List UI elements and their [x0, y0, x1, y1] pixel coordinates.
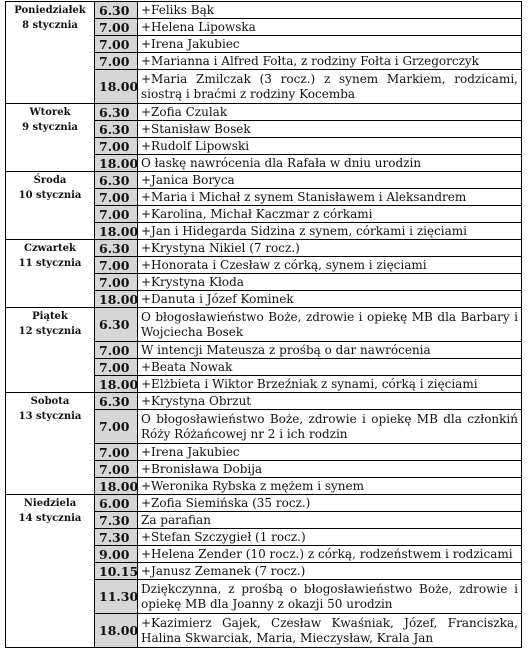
mass-time: 7.00 — [95, 189, 138, 206]
mass-intention: +Irena Jakubiec — [138, 36, 522, 53]
schedule-row — [6, 240, 522, 257]
mass-intention: W intencji Mateusza z prośbą o dar nawrócenia — [138, 342, 522, 359]
mass-intention: +Irena Jakubiec — [138, 444, 522, 461]
day-date: 8 stycznia — [22, 20, 78, 31]
mass-intention: +Stefan Szczygieł (1 rocz.) — [138, 529, 522, 546]
mass-time: 18.00 — [95, 614, 138, 648]
mass-time: 6.30 — [95, 2, 138, 19]
mass-intention: +Helena Zender (10 rocz.) z córką, rodzeństwem i rodzicami — [138, 546, 522, 563]
mass-time: 6.30 — [95, 172, 138, 189]
mass-time: 18.00 — [95, 223, 138, 240]
day-cell — [6, 393, 95, 495]
mass-intention: Za parafian — [138, 512, 522, 529]
mass-intention: +Janica Boryca — [138, 172, 522, 189]
mass-intention: +Rudolf Lipowski — [138, 138, 522, 155]
mass-intention: +Kazimierz Gajek, Czesław Kwaśniak, Józef, Franciszka, Halina Skwarciak, Maria, Mieczysław, Krala Jan — [138, 614, 522, 648]
mass-time: 7.00 — [95, 257, 138, 274]
mass-time: 7.30 — [95, 512, 138, 529]
mass-time: 6.30 — [95, 121, 138, 138]
day-cell — [6, 240, 95, 308]
mass-intention: +Helena Lipowska — [138, 19, 522, 36]
mass-intention: +Krystyna Obrzut — [138, 393, 522, 410]
mass-intention: O błogosławieństwo Boże, zdrowie i opiekę MB dla członkiń Róży Różańcowej nr 2 i ich rodzin — [138, 410, 522, 444]
day-date: 10 stycznia — [18, 190, 82, 201]
mass-time: 7.00 — [95, 206, 138, 223]
mass-intention: +Zofia Czulak — [138, 104, 522, 121]
mass-time: 6.30 — [95, 393, 138, 410]
mass-time: 6.00 — [95, 495, 138, 512]
day-cell — [6, 172, 95, 240]
mass-intention: +Elżbieta i Wiktor Brzeźniak z synami, córką i zięciami — [138, 376, 522, 393]
day-cell — [6, 2, 95, 104]
mass-intention: +Janusz Zemanek (7 rocz.) — [138, 563, 522, 580]
mass-intention: Dziękczynna, z prośbą o błogosławieństwo Boże, zdrowie i opiekę MB dla Joanny z okazji 50 urodzin — [138, 580, 522, 614]
day-name: Czwartek — [24, 243, 76, 254]
mass-time: 7.00 — [95, 138, 138, 155]
mass-time: 7.00 — [95, 444, 138, 461]
mass-intention: +Danuta i Józef Kominek — [138, 291, 522, 308]
mass-intention: +Karolina, Michał Kaczmar z córkami — [138, 206, 522, 223]
schedule-row — [6, 308, 522, 342]
mass-time: 18.00 — [95, 155, 138, 172]
schedule-row — [6, 2, 522, 19]
day-date: 12 stycznia — [18, 326, 82, 337]
mass-time: 7.00 — [95, 53, 138, 70]
mass-time: 7.30 — [95, 529, 138, 546]
mass-time: 18.00 — [95, 478, 138, 495]
mass-time: 11.30 — [95, 580, 138, 614]
mass-time: 6.30 — [95, 104, 138, 121]
mass-time: 18.00 — [95, 291, 138, 308]
day-date: 9 stycznia — [22, 122, 78, 133]
schedule-row — [6, 393, 522, 410]
mass-time: 7.00 — [95, 342, 138, 359]
mass-intention: O łaskę nawrócenia dla Rafała w dniu urodzin — [138, 155, 522, 172]
mass-intention: +Krystyna Kłoda — [138, 274, 522, 291]
mass-intention: +Stanisław Bosek — [138, 121, 522, 138]
mass-intentions-table — [5, 1, 522, 648]
day-cell — [6, 308, 95, 393]
schedule-row — [6, 104, 522, 121]
mass-intention: +Jan i Hidegarda Sidzina z synem, córkami i zięciami — [138, 223, 522, 240]
day-name: Piątek — [32, 311, 68, 322]
mass-time: 7.00 — [95, 359, 138, 376]
day-name: Niedziela — [23, 498, 77, 509]
mass-intention: +Krystyna Nikiel (7 rocz.) — [138, 240, 522, 257]
day-name: Środa — [33, 175, 67, 186]
mass-intention: +Bronisława Dobija — [138, 461, 522, 478]
mass-intention: +Marianna i Alfred Fołta, z rodziny Fołta i Grzegorczyk — [138, 53, 522, 70]
mass-intention: +Weronika Rybska z mężem i synem — [138, 478, 522, 495]
mass-time: 7.00 — [95, 461, 138, 478]
schedule-row — [6, 172, 522, 189]
mass-time: 7.00 — [95, 19, 138, 36]
mass-time: 7.00 — [95, 410, 138, 444]
mass-time: 6.30 — [95, 308, 138, 342]
day-date: 11 stycznia — [18, 258, 82, 269]
day-date: 14 stycznia — [18, 513, 82, 524]
day-cell — [6, 104, 95, 172]
schedule-body — [6, 2, 522, 648]
mass-time: 9.00 — [95, 546, 138, 563]
mass-time: 7.00 — [95, 274, 138, 291]
mass-intention: +Zofia Siemińska (35 rocz.) — [138, 495, 522, 512]
schedule-row — [6, 495, 522, 512]
mass-time: 18.00 — [95, 376, 138, 393]
mass-time: 18.00 — [95, 70, 138, 104]
day-cell — [6, 495, 95, 648]
mass-time: 6.30 — [95, 240, 138, 257]
day-date: 13 stycznia — [18, 411, 82, 422]
day-name: Wtorek — [29, 107, 71, 118]
mass-intention: +Maria Zmilczak (3 rocz.) z synem Markiem, rodzicami, siostrą i braćmi z rodziny Kocemba — [138, 70, 522, 104]
mass-intention: +Feliks Bąk — [138, 2, 522, 19]
mass-intention: +Maria i Michał z synem Stanisławem i Aleksandrem — [138, 189, 522, 206]
day-name: Poniedziałek — [14, 5, 86, 16]
mass-intention: O błogosławieństwo Boże, zdrowie i opiekę MB dla Barbary i Wojciecha Bosek — [138, 308, 522, 342]
mass-time: 10.15 — [95, 563, 138, 580]
mass-intention: +Honorata i Czesław z córką, synem i zięciami — [138, 257, 522, 274]
mass-intention: +Beata Nowak — [138, 359, 522, 376]
mass-time: 7.00 — [95, 36, 138, 53]
day-name: Sobota — [30, 396, 70, 407]
